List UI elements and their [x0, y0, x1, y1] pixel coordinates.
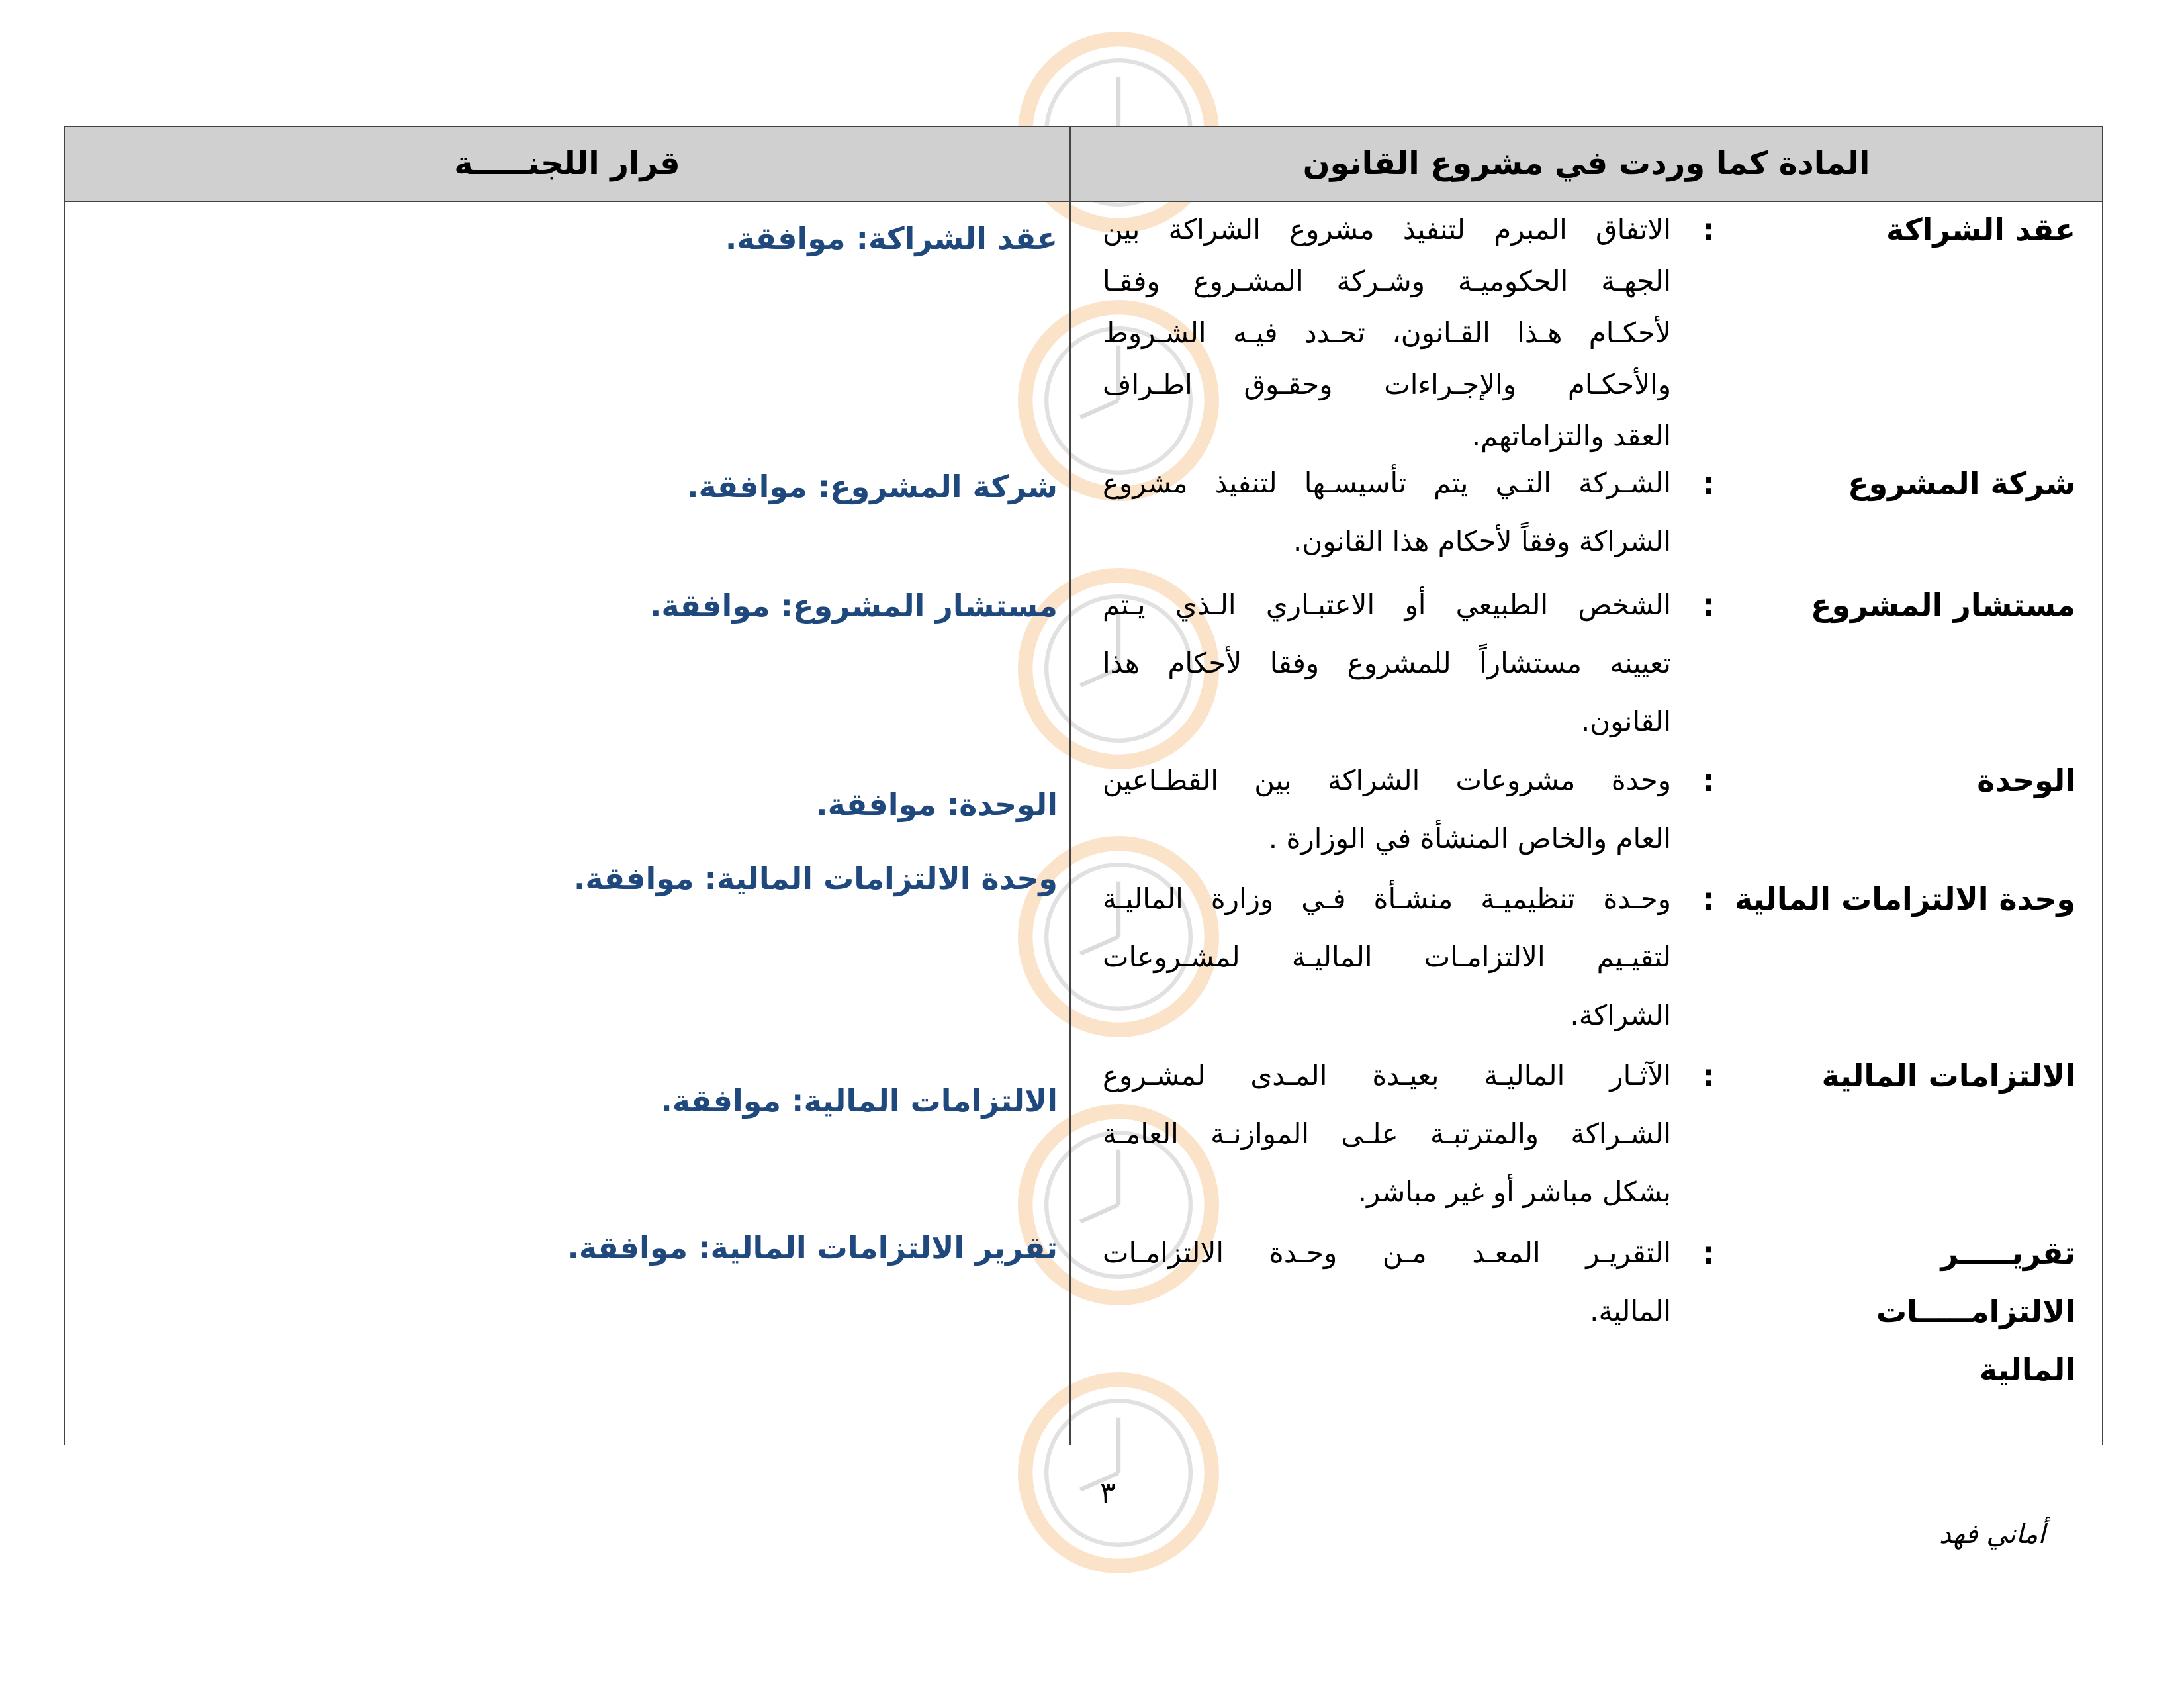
definition-line: الآثـار الماليـة بعيـدة المـدى لمشـروع [1103, 1059, 1671, 1092]
colon: : [1702, 1058, 1715, 1094]
term [1731, 1047, 2075, 1105]
term-label: وحدة الالتزامات المالية [1734, 881, 2075, 917]
committee-decision: الوحدة: موافقة. [816, 786, 1058, 822]
colon: : [1702, 763, 1715, 798]
colon: : [1702, 881, 1715, 917]
committee-decision: عقد الشراكة: موافقة. [725, 220, 1058, 256]
committee-decision: شركة المشروع: موافقة. [687, 469, 1058, 504]
term [1731, 576, 2075, 634]
definition [1103, 751, 1671, 868]
definition [1103, 1047, 1671, 1221]
colon: : [1702, 212, 1715, 248]
column-divider [1069, 126, 1071, 1445]
term [1731, 751, 2075, 810]
term-label: تقريـــــر الالتزامـــــات [1876, 1235, 2075, 1329]
definition-line: الشـراكة والمترتبـة علـى الموازنـة العامـة [1103, 1117, 1671, 1150]
committee-decision: الالتزامات المالية: موافقة. [660, 1083, 1058, 1119]
signature: أماني فهد [1939, 1519, 2046, 1550]
clock-watermark-icon [1013, 1367, 1224, 1579]
term [1731, 454, 2075, 512]
term [1731, 204, 2075, 256]
definition [1103, 1224, 1671, 1340]
definition-line: الشراكة وفقاً لأحكام هذا القانون. [1293, 525, 1671, 557]
definition-line: بشكل مباشر أو غير مباشر. [1357, 1176, 1671, 1208]
definition-line: الاتفاق المبرم لتنفيذ مشروع الشراكة بين [1103, 213, 1671, 246]
term [1731, 870, 2075, 928]
term-label: الالتزامات المالية [1821, 1058, 2075, 1094]
term-label: شركة المشروع [1848, 465, 2075, 501]
header-decision-column: قرار اللجنـــــة [454, 145, 680, 182]
definition-line: لأحكـام هـذا القـانون، تحـدد فيـه الشـروط [1103, 316, 1671, 349]
definition-line: الشـركة التـي يتم تأسيسـها لتنفيذ مشروع [1103, 467, 1671, 499]
colon: : [1702, 465, 1715, 501]
definition-line: الشراكة. [1570, 999, 1671, 1031]
definition-line: القانون. [1580, 705, 1671, 737]
term [1731, 1224, 2075, 1399]
definition-line: التقريـر المعـد مـن وحـدة الالتزامـات [1103, 1237, 1671, 1269]
definition-line: لتقيـيم الالتزامـات الماليـة لمشـروعات [1103, 941, 1671, 973]
definition-line: العام والخاص المنشأة في الوزارة . [1268, 822, 1671, 855]
definition-line: وحـدة تنظيميـة منشـأة فـي وزارة الماليـة [1103, 882, 1671, 915]
definition [1103, 576, 1671, 751]
definition-line: تعيينه مستشاراً للمشروع وفقا لأحكام هذا [1103, 647, 1671, 679]
definition-line: المالية. [1590, 1295, 1671, 1327]
term-label: مستشار المشروع [1811, 587, 2075, 623]
committee-decision: تقرير الالتزامات المالية: موافقة. [567, 1230, 1058, 1266]
committee-decision: مستشار المشروع: موافقة. [649, 588, 1058, 624]
definition-line: الشخص الطبيعي أو الاعتبـاري الـذي يـتم [1103, 588, 1671, 621]
definition-line: الجهـة الحكوميـة وشـركة المشـروع وفقـا [1103, 265, 1671, 297]
definition-line: العقد والتزاماتهم. [1471, 420, 1671, 452]
page-number: ٣ [1100, 1476, 1116, 1510]
table-border-right [2102, 126, 2103, 1445]
colon: : [1702, 587, 1715, 623]
definition-line: والأحكـام والإجـراءات وحقـوق اطـراف [1103, 368, 1671, 400]
term-label-continued: المالية [1979, 1352, 2075, 1387]
committee-decision: وحدة الالتزامات المالية: موافقة. [573, 861, 1058, 896]
definition-line: وحدة مشروعات الشراكة بين القطـاعين [1103, 764, 1671, 796]
colon: : [1702, 1235, 1715, 1271]
header-article-column: المادة كما وردت في مشروع القانون [1302, 145, 1870, 182]
table-border-left [64, 126, 65, 1445]
definition [1103, 204, 1671, 462]
definition [1103, 454, 1671, 571]
term-label: الوحدة [1977, 763, 2075, 798]
term-label: عقد الشراكة [1886, 212, 2075, 248]
definition [1103, 870, 1671, 1045]
